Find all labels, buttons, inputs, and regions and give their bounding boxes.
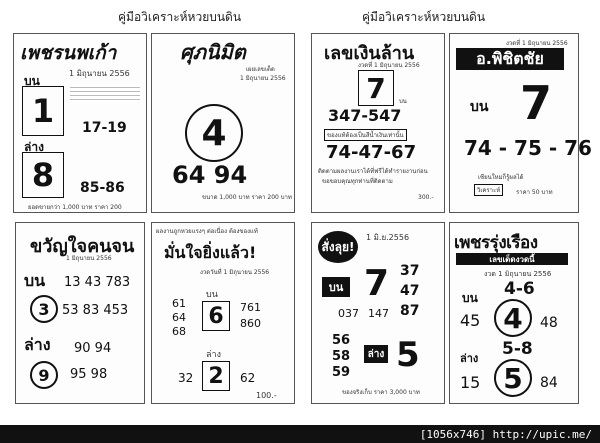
bottom-number-box: 8	[22, 152, 64, 198]
bottom-label: ล่าง	[460, 352, 479, 365]
price: ของจริงเก็บ ราคา 3,000 บาท	[342, 389, 420, 396]
row-1: 147	[368, 307, 389, 320]
pair-numbers: 64 94	[172, 161, 248, 189]
fine-print	[70, 84, 140, 102]
bottom-label: ล่าง	[24, 140, 44, 154]
card-subtitle: เผยเลขเด็ด	[246, 66, 275, 73]
left-col-2: 59	[332, 365, 351, 380]
card-date: 1 มิถุนายน 2556	[240, 75, 286, 82]
right-col-2: 87	[400, 303, 420, 319]
bottom-label: ล่าง	[364, 345, 388, 363]
top-pair: 4-6	[504, 279, 535, 299]
card-date: งวดวันที่ 1 มิถุนายน 2556	[200, 269, 270, 276]
card-manjai	[151, 222, 295, 404]
right-heading: คู่มือวิเคราะห์หวยบนดิน	[362, 10, 486, 24]
main-number-circle: 4	[185, 104, 243, 162]
card-date: งวดที่ 1 มิถุนายน 2556	[358, 62, 420, 69]
number-circle-1: 4	[494, 299, 532, 337]
card-sang-lui	[311, 222, 445, 404]
badge: สั่งลุย!	[318, 231, 358, 263]
card-title: ขวัญใจคนจน	[30, 236, 135, 257]
bottom-right: 62	[240, 371, 256, 385]
left-heading: คู่มือวิเคราะห์หวยบนดิน	[118, 10, 242, 24]
card-pichitchai	[449, 33, 592, 213]
main-label: บน	[399, 98, 407, 105]
top-label: บน	[24, 271, 46, 290]
left-col-1: 64	[172, 311, 186, 324]
price: 100.-	[256, 391, 277, 400]
top-label: บน	[470, 99, 489, 115]
left-col-0: 61	[172, 297, 186, 310]
right-col-0: 761	[240, 301, 261, 314]
top-label: บน	[462, 291, 478, 305]
price: 300.-	[418, 194, 434, 201]
image-host-footer: [1056x746] http://upic.me/	[0, 425, 600, 443]
top-row-2: 53 83 453	[62, 303, 129, 318]
bottom-row-2: 95 98	[70, 367, 108, 382]
card-phet-nop-kao	[13, 33, 147, 213]
card-note: ยอดขายกว่า 1,000 บาท ราคา 200	[28, 204, 122, 211]
card-kwanjai-konjon	[15, 222, 145, 404]
bottom-label: ล่าง	[24, 335, 51, 354]
left-col-2: 68	[172, 325, 186, 338]
card-title: มั่นใจยิ่งแล้ว!	[164, 243, 257, 262]
bottom-row-1: 90 94	[74, 341, 112, 356]
banner: เลขเด็ดงวดนี้	[456, 253, 568, 265]
issue: งวดที่ 1 มิถุนายน 2556	[506, 40, 568, 47]
card-date: งวด 1 มิถุนายน 2556	[484, 270, 552, 278]
right-1: 48	[540, 315, 558, 331]
bottom-label: ล่าง	[206, 350, 221, 360]
line-1: 347-547	[328, 106, 402, 125]
right-col-0: 37	[400, 263, 420, 279]
card-date: 1 มิ.ย.2556	[366, 233, 410, 242]
top-label: บน	[24, 74, 40, 88]
top-number-box: 1	[22, 86, 64, 136]
bottom-left: 32	[178, 371, 194, 385]
card-title: อ.พิชิตชัย	[456, 48, 564, 70]
main-number-box: 7	[358, 70, 394, 106]
main-number: 7	[364, 263, 390, 304]
top-label: บน	[322, 277, 350, 297]
price: ราคา 50 บาท	[516, 189, 553, 196]
card-date: 1 มิถุนายน 2556	[69, 69, 130, 78]
fine-2: ขอขอบคุณทุกท่านที่ติดตาม	[322, 178, 393, 185]
left-col-0: 56	[332, 333, 351, 348]
bottom-pair: 5-8	[502, 339, 533, 359]
card-lek-ngoen-lan	[311, 33, 445, 213]
card-title: ศุภนิมิต	[180, 42, 246, 64]
card-title: เลขเงินล้าน	[324, 43, 415, 64]
number-line: 74 - 75 - 76	[464, 136, 592, 160]
top-number-circle: 3	[30, 295, 58, 323]
seal: วิเคราะห์	[474, 184, 503, 196]
top-label: บน	[206, 290, 218, 300]
card-date: 1 มิถุนายน 2556	[66, 255, 112, 262]
card-title: เพชรรุ่งเรือง	[454, 233, 538, 253]
right-col-1: 860	[240, 317, 261, 330]
line-2: 74-47-67	[326, 142, 417, 163]
card-phet-rung-rueang	[449, 222, 579, 404]
left-1: 45	[460, 311, 481, 330]
bottom-number-box: 2	[202, 361, 230, 391]
bottom-number-circle: 9	[30, 361, 58, 389]
card-supanimit	[151, 33, 295, 213]
top-row: 13 43 783	[64, 275, 131, 290]
main-number: 7	[520, 76, 553, 130]
main-number-box: 6	[202, 301, 230, 331]
bottom-number: 5	[396, 335, 420, 375]
bottom-pair: 85-86	[80, 180, 125, 196]
card-title: เพชรนพเก้า	[20, 43, 117, 64]
row-0: 037	[338, 307, 359, 320]
top-pair: 17-19	[82, 120, 127, 136]
card-note: ขนาด 1,000 บาท ราคา 200 บาท	[202, 194, 292, 201]
number-circle-2: 5	[494, 359, 532, 397]
hint: ของแท้ต้องเป็นสีน้ำเงินเท่านั้น	[324, 129, 407, 141]
card-header: ผลงานถูกหวยแรงๆ ต่อเนื่อง ต้องของแท้	[156, 228, 258, 235]
left-2: 15	[460, 373, 481, 392]
right-col-1: 47	[400, 283, 420, 299]
subtitle: เซียนใหม่ก็รู้ผลได้	[478, 174, 524, 181]
fine-1: ติดตามผลงานเราได้ที่ฟรีได้ทำรายงานก่อน	[318, 168, 428, 175]
right-2: 84	[540, 375, 558, 391]
left-col-1: 58	[332, 349, 351, 364]
